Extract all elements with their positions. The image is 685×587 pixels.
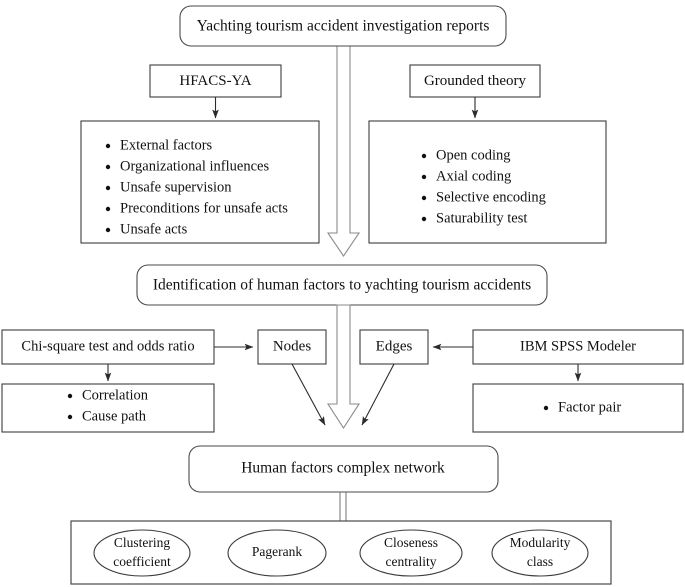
connector-edges-to-network — [362, 364, 394, 425]
list-item: Organizational influences — [120, 158, 270, 175]
block-arrow-identification-to-network — [328, 305, 359, 428]
identification-box — [137, 265, 547, 305]
network-label: Human factors complex network — [241, 459, 445, 477]
metric-label-line1: Closeness — [384, 535, 438, 551]
identification-label: Identification of human factors to yachting tourism accidents — [152, 276, 532, 294]
nodes-label: Nodes — [272, 338, 312, 355]
hfacs-items-box — [81, 121, 319, 243]
metric-label-line2: class — [526, 554, 554, 570]
list-item: Unsafe supervision — [120, 179, 232, 196]
bullet-dot-icon — [106, 186, 110, 190]
bullet-dot-icon — [68, 394, 72, 398]
bullet-dot-icon — [544, 406, 548, 410]
spss-modeler-box — [473, 330, 683, 364]
metrics-container — [71, 521, 611, 584]
list-item: Factor pair — [558, 399, 622, 416]
metric-label-line1: Pagerank — [251, 544, 303, 560]
bullet-dot-icon — [422, 217, 426, 221]
list-item: Correlation — [82, 387, 149, 404]
spss-modeler-label: IBM SPSS Modeler — [519, 338, 637, 355]
bullet-dot-icon — [106, 228, 110, 232]
method-grounded-theory-label: Grounded theory — [423, 72, 527, 89]
metric-label-line1: Modularity — [509, 535, 571, 551]
list-item: Preconditions for unsafe acts — [120, 200, 288, 217]
list-item: Unsafe acts — [120, 221, 188, 238]
bullet-dot-icon — [106, 144, 110, 148]
block-arrow-reports-to-identification — [328, 46, 359, 256]
method-box-hfacs — [150, 65, 281, 97]
edges-box — [360, 330, 428, 364]
list-item: Selective encoding — [436, 189, 546, 206]
double-line-network-to-metrics — [340, 492, 346, 521]
bullet-dot-icon — [106, 165, 110, 169]
bullet-dot-icon — [422, 196, 426, 200]
bullet-dot-icon — [422, 175, 426, 179]
source-reports-label: Yachting tourism accident investigation reports — [196, 17, 490, 35]
right-outputs-box — [473, 384, 683, 432]
list-item: External factors — [120, 137, 213, 154]
left-outputs-box — [2, 384, 214, 432]
bullet-dot-icon — [106, 207, 110, 211]
metric-label-line1: Clustering — [113, 535, 171, 551]
list-item: Cause path — [82, 408, 147, 425]
metric-label-line2: coefficient — [113, 554, 171, 570]
network-box — [189, 446, 498, 492]
bullet-dot-icon — [68, 415, 72, 419]
source-reports-box — [180, 6, 506, 46]
metric-label-line2: centrality — [385, 554, 437, 570]
bullet-dot-icon — [422, 154, 426, 158]
connector-nodes-to-network — [292, 364, 325, 425]
list-item: Axial coding — [436, 168, 512, 185]
list-item: Saturability test — [436, 210, 528, 227]
chi-square-box — [2, 330, 214, 364]
edges-label: Edges — [375, 338, 413, 355]
chi-square-label: Chi-square test and odds ratio — [21, 338, 195, 355]
list-item: Open coding — [436, 147, 511, 164]
method-hfacs-label: HFACS-YA — [179, 72, 252, 89]
grounded-items-box — [369, 121, 606, 243]
nodes-box — [258, 330, 326, 364]
method-box-grounded-theory — [410, 65, 540, 97]
